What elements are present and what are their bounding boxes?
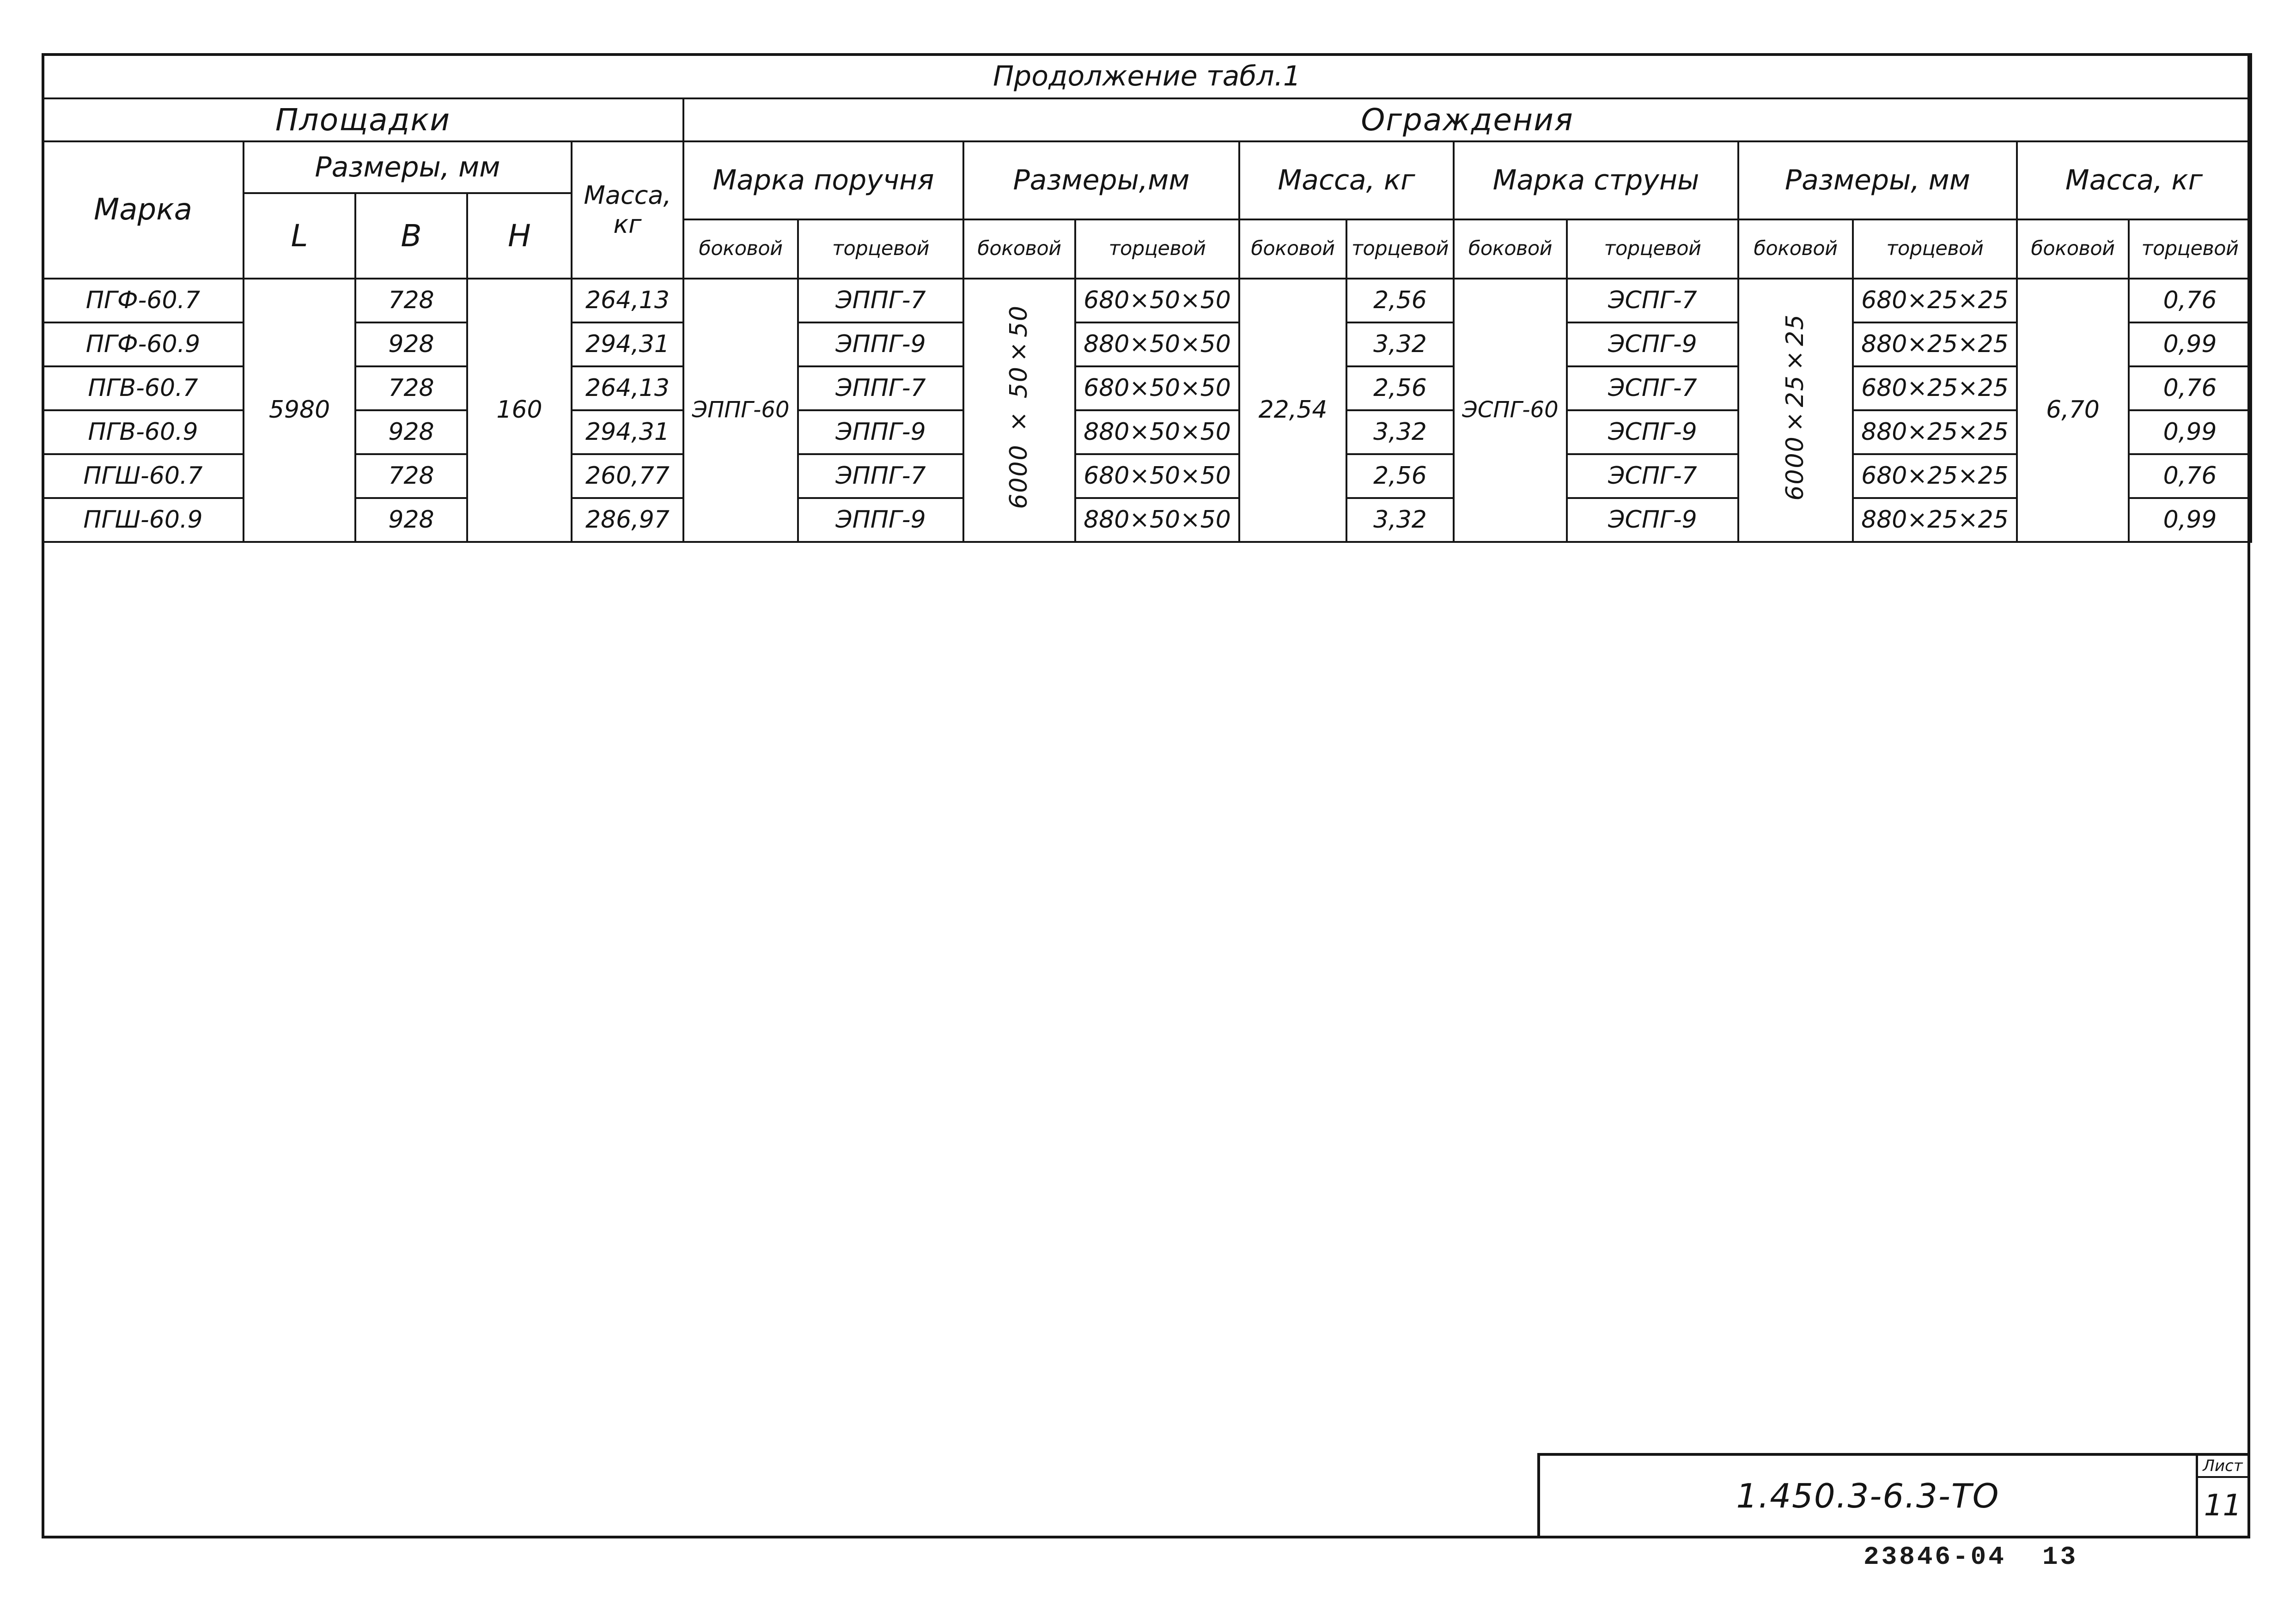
header-platform-mass: [572, 141, 683, 279]
string-end-mass: 0,99: [2129, 410, 2251, 454]
rail-end-mass: 3,32: [1346, 498, 1454, 542]
header-rail-mark: Марка поручня: [683, 141, 963, 219]
string-end-dimensions: 680×25×25: [1853, 279, 2017, 322]
string-side-dimensions: [1738, 279, 1853, 542]
sheet-label: Лист: [2198, 1456, 2247, 1478]
rail-side-dimensions: [963, 279, 1075, 542]
header-platform-dimensions: Размеры, мм: [244, 141, 572, 193]
rail-end-mark: ЭППГ-7: [798, 454, 963, 498]
section-fencing: Ограждения: [683, 98, 2251, 141]
sheet-box: [2196, 1456, 2247, 1536]
rail-end-dimensions: 880×50×50: [1075, 498, 1239, 542]
string-side-mass: 6,70: [2017, 279, 2129, 542]
header-platform-mass-line1: Масса,: [584, 181, 671, 210]
continuation-note: Продолжение табл.1: [43, 54, 2251, 98]
sheet-number: 11: [2204, 1489, 2242, 1523]
rail-side-mass: 22,54: [1239, 279, 1346, 542]
column-header-row: [43, 141, 2251, 193]
platform-mass: 260,77: [572, 454, 683, 498]
rail-end-dimensions: 880×50×50: [1075, 322, 1239, 366]
header-string-mass: Масса, кг: [2017, 141, 2251, 219]
archive-number: 23846-04: [1864, 1542, 2006, 1572]
platform-width: 928: [355, 410, 467, 454]
rail-end-mark: ЭППГ-7: [798, 279, 963, 322]
platform-width: 928: [355, 322, 467, 366]
subheader-rail-mass-end: торцевой: [1346, 219, 1454, 279]
string-side-mark: ЭСПГ-60: [1454, 279, 1567, 542]
subheader-string-dims-end: торцевой: [1853, 219, 2017, 279]
subheader-rail-mark-side: боковой: [683, 219, 798, 279]
table-row: [43, 279, 2251, 322]
platform-mark: ПГШ-60.7: [43, 454, 244, 498]
section-header-row: [43, 98, 2251, 141]
string-end-mark: ЭСПГ-7: [1567, 366, 1738, 410]
platform-width: 728: [355, 279, 467, 322]
string-end-dimensions: 880×25×25: [1853, 322, 2017, 366]
platform-mark: ПГФ-60.9: [43, 322, 244, 366]
rail-end-mass: 2,56: [1346, 279, 1454, 322]
table-row: [43, 410, 2251, 454]
rail-end-mark: ЭППГ-9: [798, 498, 963, 542]
string-end-mark: ЭСПГ-9: [1567, 410, 1738, 454]
string-end-dimensions: 680×25×25: [1853, 366, 2017, 410]
string-end-dimensions: 680×25×25: [1853, 454, 2017, 498]
table-row: [43, 498, 2251, 542]
platform-width: 728: [355, 366, 467, 410]
string-end-mass: 0,99: [2129, 322, 2251, 366]
platform-mass: 286,97: [572, 498, 683, 542]
specification-table: [42, 53, 2252, 543]
string-end-mark: ЭСПГ-7: [1567, 279, 1738, 322]
header-length: L: [244, 193, 355, 279]
platform-mass: 294,31: [572, 410, 683, 454]
rail-end-mass: 3,32: [1346, 322, 1454, 366]
string-end-dimensions: 880×25×25: [1853, 410, 2017, 454]
subheader-string-mark-end: торцевой: [1567, 219, 1738, 279]
header-string-mark: Марка струны: [1454, 141, 1738, 219]
string-end-mass: 0,76: [2129, 279, 2251, 322]
string-end-mark: ЭСПГ-9: [1567, 322, 1738, 366]
platform-mass: 294,31: [572, 322, 683, 366]
rail-side-mark: ЭППГ-60: [683, 279, 798, 542]
platform-mark: ПГШ-60.9: [43, 498, 244, 542]
table-row: [43, 322, 2251, 366]
rail-end-dimensions: 880×50×50: [1075, 410, 1239, 454]
rail-end-mass: 2,56: [1346, 366, 1454, 410]
header-rail-mass: Масса, кг: [1239, 141, 1454, 219]
subheader-string-mass-side: боковой: [2017, 219, 2129, 279]
rail-end-mark: ЭППГ-7: [798, 366, 963, 410]
platform-width: 728: [355, 454, 467, 498]
string-end-mark: ЭСПГ-9: [1567, 498, 1738, 542]
rail-side-dimensions-text: 6000 × 50×50: [1005, 305, 1033, 509]
rail-end-mass: 2,56: [1346, 454, 1454, 498]
rail-end-dimensions: 680×50×50: [1075, 366, 1239, 410]
platform-width: 928: [355, 498, 467, 542]
document-code: 1.450.3-6.3-ТО: [1736, 1476, 2000, 1515]
subheader-rail-mass-side: боковой: [1239, 219, 1346, 279]
string-side-dimensions-text: 6000×25×25: [1781, 313, 1809, 501]
string-end-mass: 0,76: [2129, 454, 2251, 498]
subheader-string-mark-side: боковой: [1454, 219, 1567, 279]
subheader-rail-dims-end: торцевой: [1075, 219, 1239, 279]
rail-end-mark: ЭППГ-9: [798, 410, 963, 454]
header-height: H: [467, 193, 572, 279]
rail-end-dimensions: 680×50×50: [1075, 279, 1239, 322]
section-platforms: Площадки: [43, 98, 683, 141]
header-rail-dimensions: Размеры,мм: [963, 141, 1239, 219]
string-end-dimensions: 880×25×25: [1853, 498, 2017, 542]
header-string-dimensions: Размеры, мм: [1738, 141, 2017, 219]
platform-mark: ПГВ-60.7: [43, 366, 244, 410]
header-width: B: [355, 193, 467, 279]
table-row: [43, 454, 2251, 498]
table-row: [43, 366, 2251, 410]
subheader-string-dims-side: боковой: [1738, 219, 1853, 279]
platform-mass: 264,13: [572, 366, 683, 410]
title-block: [1537, 1453, 2250, 1538]
platform-height: 160: [467, 279, 572, 542]
rail-end-mark: ЭППГ-9: [798, 322, 963, 366]
header-mark: Марка: [43, 141, 244, 279]
continuation-row: [43, 54, 2251, 98]
platform-mark: ПГФ-60.7: [43, 279, 244, 322]
archive-page: 13: [2042, 1542, 2078, 1572]
string-end-mass: 0,76: [2129, 366, 2251, 410]
subheader-string-mass-end: торцевой: [2129, 219, 2251, 279]
subheader-rail-dims-side: боковой: [963, 219, 1075, 279]
string-end-mark: ЭСПГ-7: [1567, 454, 1738, 498]
rail-end-dimensions: 680×50×50: [1075, 454, 1239, 498]
rail-end-mass: 3,32: [1346, 410, 1454, 454]
header-platform-mass-line2: кг: [613, 209, 642, 239]
subheader-rail-mark-end: торцевой: [798, 219, 963, 279]
platform-mark: ПГВ-60.9: [43, 410, 244, 454]
platform-length: 5980: [244, 279, 355, 542]
string-end-mass: 0,99: [2129, 498, 2251, 542]
platform-mass: 264,13: [572, 279, 683, 322]
